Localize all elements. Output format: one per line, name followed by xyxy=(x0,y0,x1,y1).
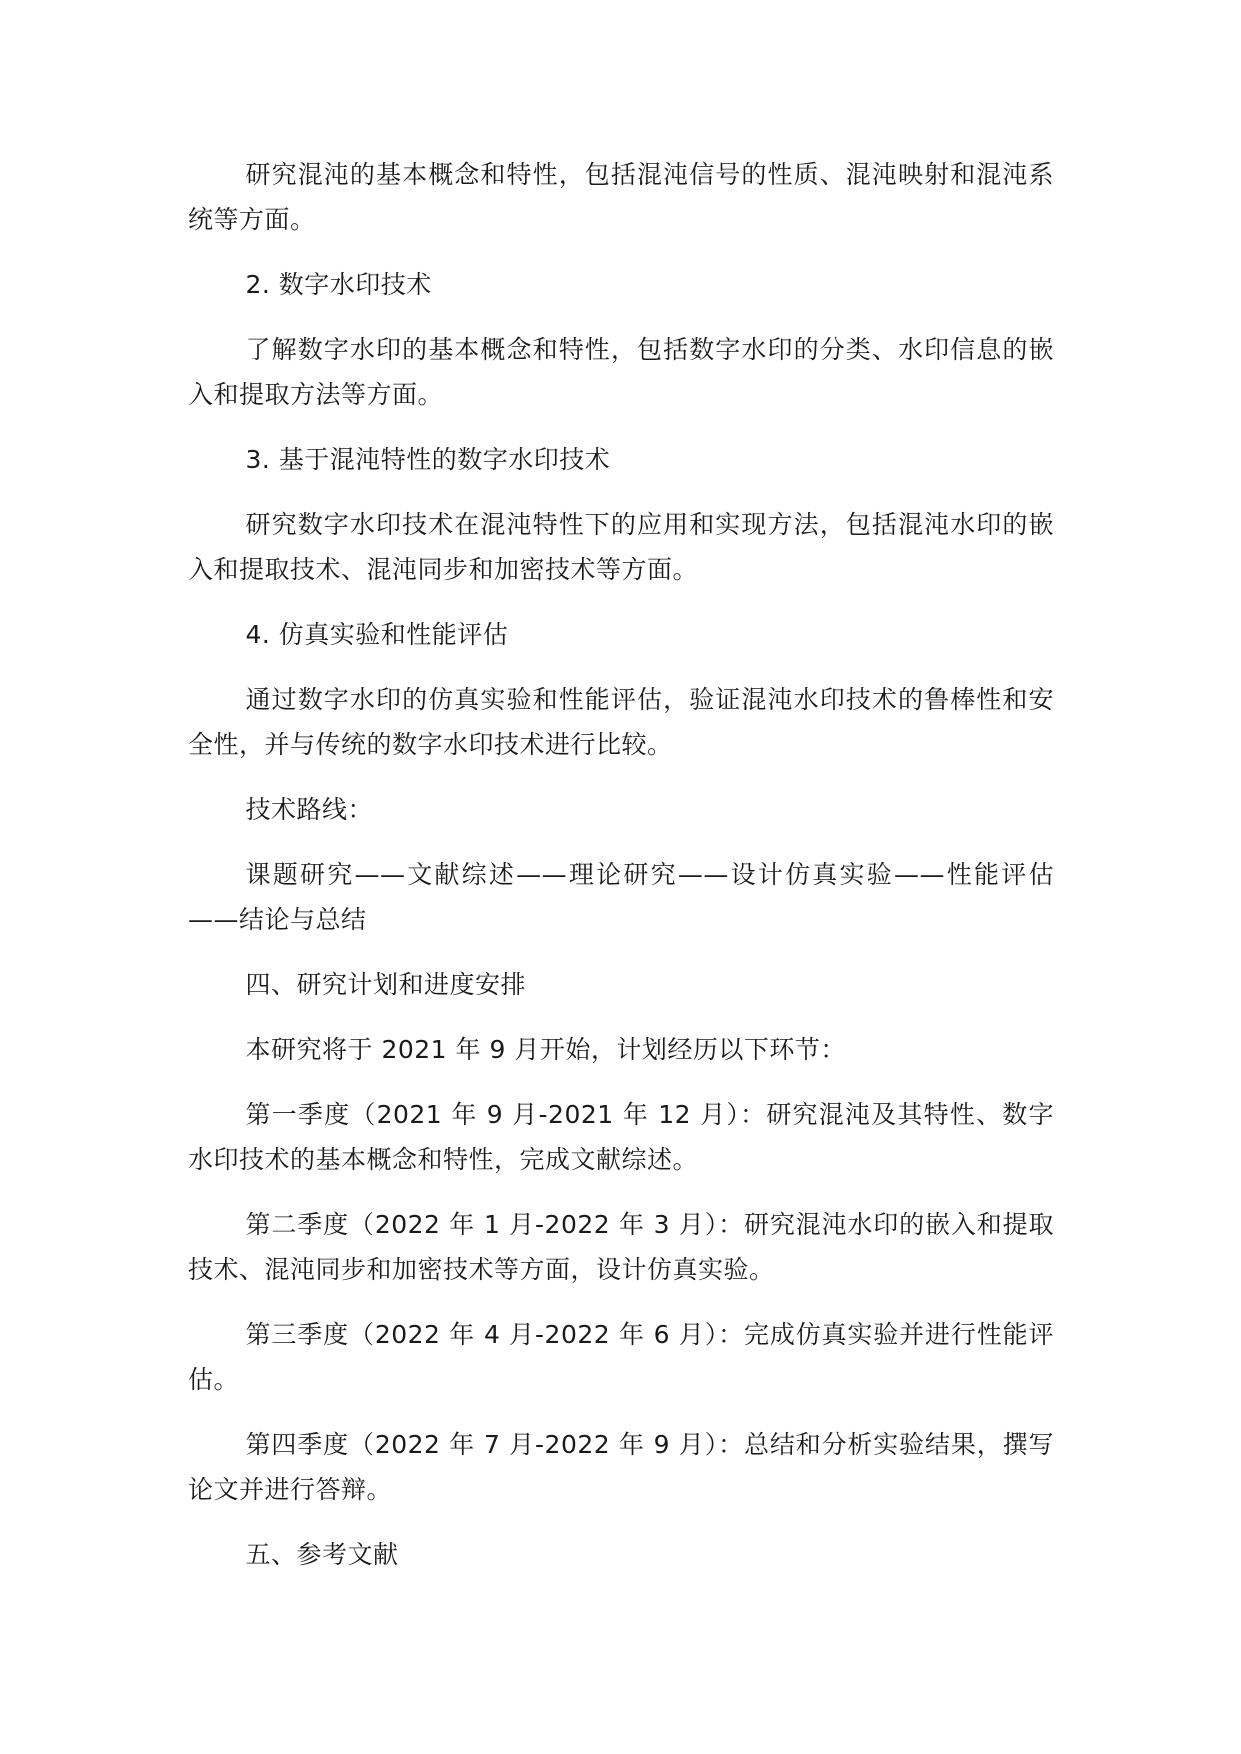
document-body xyxy=(188,152,1054,1597)
heading-chaos-watermark: 3. 基于混沌特性的数字水印技术 xyxy=(245,445,611,474)
heading-research-plan: 四、研究计划和进度安排 xyxy=(245,970,527,999)
paragraph-plan-intro: 本研究将于 2021 年 9 月开始，计划经历以下环节： xyxy=(245,1035,846,1064)
paragraph-watermark-basics: 了解数字水印的基本概念和特性，包括数字水印的分类、水印信息的嵌入和提取方法等方面。 xyxy=(188,335,1054,409)
heading-technical-route: 技术路线： xyxy=(245,795,374,824)
paragraph-quarter-4: 第四季度（2022 年 7 月-2022 年 9 月）：总结和分析实验结果，撰写论文并进行答辩。 xyxy=(188,1430,1054,1504)
paragraph-chaos-basics: 研究混沌的基本概念和特性，包括混沌信号的性质、混沌映射和混沌系统等方面。 xyxy=(188,160,1054,234)
paragraph-quarter-2: 第二季度（2022 年 1 月-2022 年 3 月）：研究混沌水印的嵌入和提取技术、混沌同步和加密技术等方面，设计仿真实验。 xyxy=(188,1210,1054,1284)
heading-simulation: 4. 仿真实验和性能评估 xyxy=(245,620,509,649)
paragraph-simulation: 通过数字水印的仿真实验和性能评估，验证混沌水印技术的鲁棒性和安全性，并与传统的数字水印技术进行比较。 xyxy=(188,685,1054,759)
heading-digital-watermark: 2. 数字水印技术 xyxy=(245,270,432,299)
paragraph-quarter-1: 第一季度（2021 年 9 月-2021 年 12 月）：研究混沌及其特性、数字水印技术的基本概念和特性，完成文献综述。 xyxy=(188,1100,1054,1174)
paragraph-technical-route: 课题研究——文献综述——理论研究——设计仿真实验——性能评估——结论与总结 xyxy=(188,860,1054,934)
paragraph-chaos-watermark: 研究数字水印技术在混沌特性下的应用和实现方法，包括混沌水印的嵌入和提取技术、混沌同步和加密技术等方面。 xyxy=(188,510,1054,584)
paragraph-quarter-3: 第三季度（2022 年 4 月-2022 年 6 月）：完成仿真实验并进行性能评估。 xyxy=(188,1320,1054,1394)
heading-references: 五、参考文献 xyxy=(245,1540,399,1569)
